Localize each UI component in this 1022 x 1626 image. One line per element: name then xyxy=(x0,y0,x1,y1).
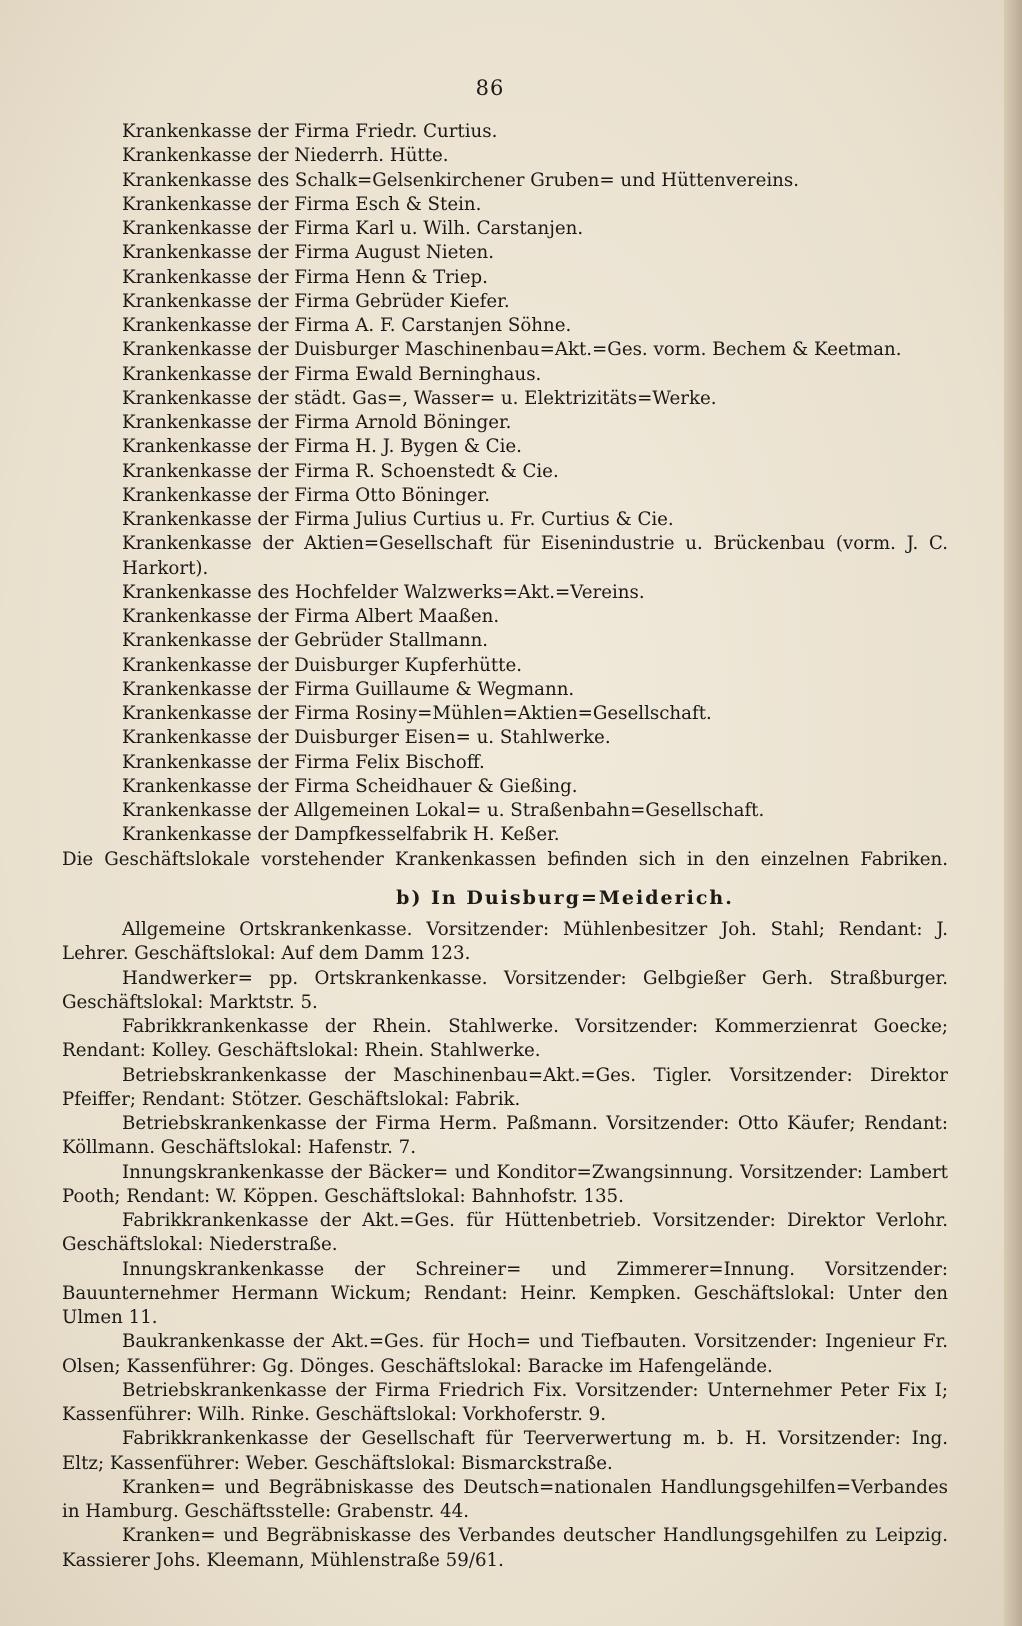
entry-paragraph: Baukrankenkasse der Akt.=Ges. für Hoch= und Tiefbauten. Vorsitzender: Ingenieur Fr. Olsen; Kassenführer: Gg. Dönges. Geschäftslokal: Baracke im Hafengelände. xyxy=(62,1331,948,1377)
krankenkassen-list xyxy=(62,120,948,848)
list-item: Krankenkasse der Duisburger Eisen= u. Stahlwerke. xyxy=(122,727,611,749)
list-item: Krankenkasse der Aktien=Gesellschaft für Eisenindustrie u. Brückenbau (vorm. J. C. Harkort). xyxy=(122,533,948,579)
entry-paragraph: Betriebskrankenkasse der Firma Friedrich Fix. Vorsitzender: Unternehmer Peter Fix I; Kassenführer: Wilh. Rinke. Geschäftslokal: Vorkhoferstr. 9. xyxy=(62,1379,948,1425)
entry-paragraph: Handwerker= pp. Ortskrankenkasse. Vorsitzender: Gelbgießer Gerh. Straßburger. Geschäftslokal: Marktstr. 5. xyxy=(62,967,948,1013)
entry-paragraph: Fabrikkrankenkasse der Akt.=Ges. für Hüttenbetrieb. Vorsitzender: Direktor Verlohr. Geschäftslokal: Niederstraße. xyxy=(62,1210,948,1256)
list-item: Krankenkasse der Firma Scheidhauer & Gießing. xyxy=(122,775,578,797)
list-item: Krankenkasse der Firma R. Schoenstedt & Cie. xyxy=(122,460,559,482)
list-item: Krankenkasse der Firma Esch & Stein. xyxy=(122,193,482,215)
entry-paragraph: Betriebskrankenkasse der Maschinenbau=Akt.=Ges. Tigler. Vorsitzender: Direktor Pfeiffer; Rendant: Stötzer. Geschäftslokal: Fabrik. xyxy=(62,1064,948,1110)
entry-paragraph: Allgemeine Ortskrankenkasse. Vorsitzender: Mühlenbesitzer Joh. Stahl; Rendant: J. Lehrer. Geschäftslokal: Auf dem Damm 123. xyxy=(62,919,948,965)
list-item: Krankenkasse des Hochfelder Walzwerks=Akt.=Vereins. xyxy=(122,581,645,603)
list-item: Krankenkasse des Schalk=Gelsenkirchener Gruben= und Hüttenvereins. xyxy=(122,169,800,191)
list-item: Krankenkasse der Firma Rosiny=Mühlen=Aktien=Gesellschaft. xyxy=(122,703,712,724)
page-body xyxy=(62,120,948,1573)
list-item: Krankenkasse der Firma Albert Maaßen. xyxy=(122,606,500,627)
list-item: Krankenkasse der Firma Henn & Triep. xyxy=(122,266,488,288)
list-item: Krankenkasse der Firma Karl u. Wilh. Carstanjen. xyxy=(122,218,584,239)
entry-paragraph: Innungskrankenkasse der Bäcker= und Konditor=Zwangsinnung. Vorsitzender: Lambert Pooth; Rendant: W. Köppen. Geschäftslokal: Bahnhofstr. 135. xyxy=(62,1161,948,1207)
list-item: Krankenkasse der Firma Ewald Berninghaus. xyxy=(122,363,542,385)
list-item: Krankenkasse der Firma August Nieten. xyxy=(122,242,494,264)
list-item: Krankenkasse der Allgemeinen Lokal= u. Straßenbahn=Gesellschaft. xyxy=(122,800,765,821)
book-gutter-shadow xyxy=(1004,0,1022,1626)
list-item: Krankenkasse der städt. Gas=, Wasser= u. Elektrizitäts=Werke. xyxy=(122,387,717,409)
page-number: 86 xyxy=(475,76,505,100)
entry-paragraph: Fabrikkrankenkasse der Gesellschaft für Teerverwertung m. b. H. Vorsitzender: Ing. Eltz; Kassenführer: Weber. Geschäftslokal: Bismarckstraße. xyxy=(62,1428,948,1474)
list-item: Krankenkasse der Duisburger Maschinenbau=Akt.=Ges. vorm. Bechem & Keetman. xyxy=(122,339,902,361)
section-heading: b) In Duisburg=Meiderich. xyxy=(396,886,734,909)
meiderich-entries xyxy=(62,918,948,1573)
list-item: Krankenkasse der Firma A. F. Carstanjen Söhne. xyxy=(122,315,572,336)
list-item: Krankenkasse der Firma Julius Curtius u. Fr. Curtius & Cie. xyxy=(122,509,674,530)
list-item: Krankenkasse der Dampfkesselfabrik H. Keßer. xyxy=(122,824,560,846)
list-item: Krankenkasse der Duisburger Kupferhütte. xyxy=(122,654,522,676)
entry-paragraph: Kranken= und Begräbniskasse des Deutsch=nationalen Handlungsgehilfen=Verbandes in Hamburg. Geschäftsstelle: Grabenstr. 44. xyxy=(62,1476,948,1522)
list-item: Krankenkasse der Niederrh. Hütte. xyxy=(122,145,449,167)
entry-paragraph: Innungskrankenkasse der Schreiner= und Zimmerer=Innung. Vorsitzender: Bauunternehmer Hermann Wickum; Rendant: Heinr. Kempken. Geschäftslokal: Unter den Ulmen 11. xyxy=(62,1258,948,1328)
list-item: Krankenkasse der Firma Gebrüder Kiefer. xyxy=(122,290,510,312)
list-item: Krankenkasse der Gebrüder Stallmann. xyxy=(122,630,489,652)
list-item: Krankenkasse der Firma Friedr. Curtius. xyxy=(122,121,498,142)
closing-line: Die Geschäftslokale vorstehender Krankenkassen befinden sich in den einzelnen Fabriken. xyxy=(62,848,948,870)
list-item: Krankenkasse der Firma H. J. Bygen & Cie. xyxy=(122,436,522,458)
entry-paragraph: Betriebskrankenkasse der Firma Herm. Paßmann. Vorsitzender: Otto Käufer; Rendant: Köllmann. Geschäftslokal: Hafenstr. 7. xyxy=(62,1113,948,1159)
entry-paragraph: Kranken= und Begräbniskasse des Verbandes deutscher Handlungsgehilfen zu Leipzig. Kassierer Johs. Kleemann, Mühlenstraße 59/61. xyxy=(62,1525,948,1571)
list-item: Krankenkasse der Firma Guillaume & Wegmann. xyxy=(122,678,575,700)
list-item: Krankenkasse der Firma Arnold Böninger. xyxy=(122,412,512,433)
list-item: Krankenkasse der Firma Felix Bischoff. xyxy=(122,751,485,773)
list-item: Krankenkasse der Firma Otto Böninger. xyxy=(122,484,490,506)
entry-paragraph: Fabrikkrankenkasse der Rhein. Stahlwerke. Vorsitzender: Kommerzienrat Goecke; Rendant: Kolley. Geschäftslokal: Rhein. Stahlwerke. xyxy=(62,1016,948,1062)
